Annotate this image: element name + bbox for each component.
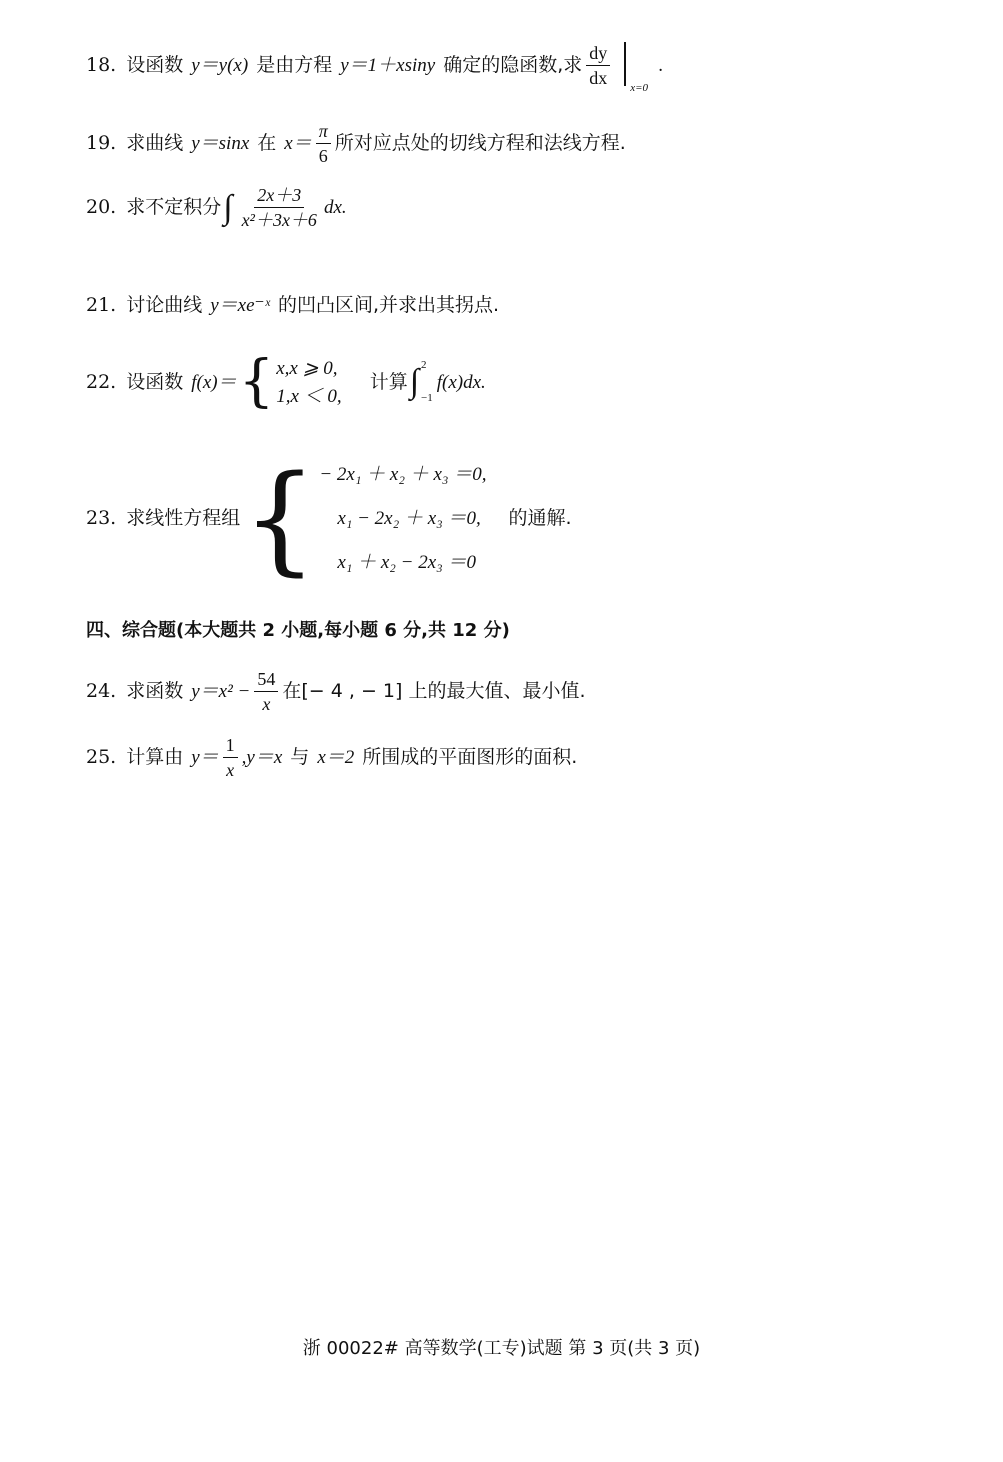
question-text: 求不定积分 <box>126 196 222 218</box>
question-text: 是由方程 <box>256 53 333 76</box>
section-heading: 四、综合题(本大题共 2 小题,每小题 6 分,共 12 分) <box>86 620 510 641</box>
question-number: 22. <box>86 370 117 393</box>
integral-sign: ∫ <box>409 363 420 400</box>
question-number: 24. <box>86 680 117 702</box>
question-text: 所围成的平面图形的面积. <box>362 746 578 768</box>
fraction-numerator: 2x＋3 <box>254 186 304 208</box>
question-text: 确定的隐函数,求 <box>443 53 583 76</box>
equation-row: − 2x₁ ＋ x₂ ＋ x₃ ＝0, <box>319 463 487 485</box>
case-row: 1,x ＜ 0, <box>276 385 342 407</box>
question-21 <box>86 296 499 315</box>
math-expression: f(x)dx. <box>436 371 486 393</box>
fraction <box>316 122 331 165</box>
left-brace: { <box>238 349 275 414</box>
math-expression: dx. <box>323 197 347 218</box>
question-text: 计算由 <box>126 746 184 768</box>
question-18 <box>86 42 663 94</box>
question-text: 讨论曲线 <box>126 294 203 316</box>
equation-system <box>240 449 487 587</box>
equation-row: x₁ − 2x₂ ＋ x₃ ＝0, <box>337 507 481 529</box>
math-expression: x＝2 <box>317 747 355 768</box>
fraction-denominator: x²＋3x＋6 <box>241 210 317 230</box>
equation-row: x₁ ＋ x₂ − 2x₃ ＝0 <box>337 551 476 573</box>
fraction-numerator: dy <box>586 44 610 66</box>
question-text: 设函数 <box>126 53 184 76</box>
math-expression: y＝xe⁻ˣ <box>210 295 270 316</box>
evaluation-bar <box>618 42 658 94</box>
question-text: 的通解. <box>508 506 572 529</box>
question-number: 20. <box>86 196 117 218</box>
evaluation-point: x=0 <box>630 82 649 94</box>
question-text: 与 <box>290 746 310 768</box>
integral-sign: ∫ <box>223 188 233 226</box>
fraction-numerator: π <box>316 122 331 144</box>
question-25 <box>86 736 577 779</box>
math-expression: y＝sinx <box>191 133 250 154</box>
question-text: 设函数 <box>126 370 184 393</box>
question-text: 在 <box>257 132 277 154</box>
fraction-denominator: x <box>262 694 271 714</box>
case-row: x,x ⩾ 0, <box>276 357 338 379</box>
question-text: 计算 <box>369 370 408 393</box>
period: . <box>658 54 663 76</box>
fraction-denominator: 6 <box>318 146 328 166</box>
question-24 <box>86 670 586 713</box>
question-23 <box>86 449 572 587</box>
question-text: 求线性方程组 <box>126 506 241 529</box>
math-expression: f(x)＝ <box>191 371 237 393</box>
question-19 <box>86 122 626 165</box>
lower-limit: −1 <box>421 392 433 404</box>
math-expression: y＝x² − <box>191 681 251 702</box>
question-20 <box>86 186 347 229</box>
fraction-numerator: 1 <box>223 736 238 758</box>
question-number: 18. <box>86 53 117 76</box>
integral-limits <box>421 360 433 404</box>
page-footer: 浙 00022# 高等数学(工专)试题 第 3 页(共 3 页) <box>302 1338 701 1359</box>
piecewise-definition <box>237 349 342 414</box>
math-expression: y＝1＋xsiny <box>340 54 436 76</box>
question-number: 23. <box>86 506 117 529</box>
question-text: 的凹凸区间,并求出其拐点. <box>277 294 500 316</box>
question-text: 所对应点处的切线方程和法线方程. <box>334 132 626 154</box>
question-text: 求函数 <box>126 680 184 702</box>
fraction <box>223 736 238 779</box>
question-number: 21. <box>86 294 117 316</box>
upper-limit: 2 <box>421 359 427 371</box>
fraction <box>586 44 610 87</box>
question-number: 19. <box>86 132 117 154</box>
math-expression: y＝ <box>191 747 219 768</box>
math-expression: x＝ <box>284 133 312 154</box>
math-expression: y＝y(x) <box>191 54 249 76</box>
math-expression: ,y＝x <box>241 747 283 768</box>
question-text: 求曲线 <box>126 132 184 154</box>
fraction <box>239 186 320 229</box>
question-22 <box>86 349 486 414</box>
fraction <box>254 670 278 713</box>
fraction-denominator: x <box>226 760 235 780</box>
left-brace: { <box>242 449 318 587</box>
fraction-numerator: 54 <box>254 670 278 692</box>
question-text: 在[− 4 , − 1] 上的最大值、最小值. <box>282 680 586 702</box>
question-number: 25. <box>86 746 117 768</box>
fraction-denominator: dx <box>589 67 608 88</box>
